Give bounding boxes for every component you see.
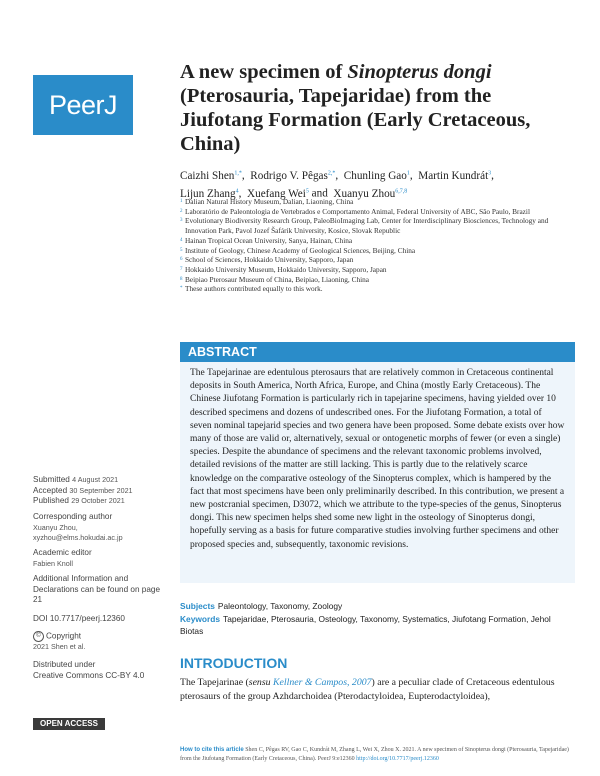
author[interactable]: Xuanyu Zhou$^{6,7,8}$ <box>333 187 408 200</box>
equal-contribution-note: * These authors contributed equally to this work. <box>180 284 323 294</box>
article-title: A new specimen of Sinopterus dongi (Pterosauria, Tapejaridae) from the Jiufotang Formation (Early Cretaceous, China) <box>180 61 531 155</box>
corresponding-email[interactable]: xyzhou@elms.hokudai.ac.jp <box>33 533 123 542</box>
affiliation: 6 School of Sciences, Hokkaido University, Sapporo, Japan <box>180 255 354 265</box>
footer-text: Shen C, Pêgas RV, Gao C, Kundrát M, Zhang L, Wei X, Zhou X. 2021. A new specimen of Sinopterus dongi (Pterosauria, Tapejaridae) from the Jiufotang Formation (Early Cretaceous, China). PeerJ 9:e12360 <box>180 747 569 762</box>
additional-info-link[interactable]: Additional Information and Declarations can be found on page 21 <box>33 574 160 604</box>
author[interactable]: Martin Kundrát$^3$ <box>418 169 492 182</box>
copyright-icon: © <box>33 631 44 642</box>
corresponding-author-block: Corresponding author Xuanyu Zhou, xyzhou@elms.hokudai.ac.jp <box>33 512 168 544</box>
author[interactable]: Xuefang Wei$^5$ <box>247 187 309 200</box>
citation-footer <box>180 746 580 764</box>
subjects-label: Subjects <box>180 601 215 611</box>
keywords-label: Keywords <box>180 614 221 624</box>
affiliation: 1 Dalian Natural History Museum, Dalian, Liaoning, China <box>180 197 354 206</box>
introduction-heading: INTRODUCTION <box>180 655 288 671</box>
dates-block: Submitted 4 August 2021 Accepted 30 September 2021 Published 29 October 2021 <box>33 475 133 505</box>
affiliation: 4 Hainan Tropical Ocean University, Sanya, Hainan, China <box>180 235 353 245</box>
footer-label: How to cite this article <box>180 747 244 753</box>
affiliation: 2 Laboratório de Paleontologia de Vertebrados e Comportamento Animal, Federal University of ABC, São Paulo, Brazil <box>180 206 530 216</box>
author[interactable]: Chunling Gao$^1$ <box>343 169 410 182</box>
abstract-section <box>180 342 575 583</box>
affiliation: 3 Evolutionary Biodiversity Research Group, PaleoBioImaging Lab, Center for Interdisciplinary Biosciences, Technology and Innovation Park, Pavol Jozef Šafárik University, Kosice, Slovak Republic <box>180 216 549 236</box>
subjects-text: Paleontology, Taxonomy, Zoology <box>217 601 343 611</box>
peerj-logo: PeerJ <box>33 75 133 135</box>
affiliation: 5 Institute of Geology, Chinese Academy of Geological Sciences, Beijing, China <box>180 245 416 255</box>
citation-link[interactable]: Kellner & Campos, 2007 <box>273 677 372 688</box>
introduction-text: The Tapejarinae (sensu Kellner & Campos, 2007) are a peculiar clade of Cretaceous edentulous pterosaurs of the group Azhdarchoidea (Pterodactyloidea, Eupterodactyloidea), <box>180 677 555 702</box>
author[interactable]: Rodrigo V. Pêgas$^{2,*}$ <box>250 169 336 182</box>
copyright-block: © Copyright 2021 Shen et al. <box>33 631 86 652</box>
academic-editor-block: Academic editor Fabien Knoll <box>33 548 92 568</box>
open-access-badge: OPEN ACCESS <box>33 718 105 730</box>
abstract-text: The Tapejarinae are edentulous pterosaurs that are relatively common in Cretaceous continental deposits in South America, North Africa, Europe, and China (mostly Early Cretaceous). The Chinese Jiufotang Formation is particularly rich in tapejarine specimens, having yielded over 10 described specimens and dozens of undescribed ones. For the Jiufotang Formation, a total of seven nominal tapejarid species and two genera have been proposed. Some debate exists over how many of those are valid or, alternatively, sexual or ontogenetic morphs of fewer (or even a single) species. Despite the abundance of specimens and the relevant taxonomic problems involved, detailed revisions of the matter are still lacking. This is partly due to the relatively scarce knowledge on the comparative osteology of the Sinopterus complex, which is hampered by the fact that most specimens have been only preliminarily described. In this contribution, we present a new postcranial specimen, D3072, which we attribute to the type-species of the genus, Sinopterus dongi. This new specimen helps shed some new light in the osteology of Sinopterus dongi, hopefully serving as a basis for future comparative studies involving further specimens and other proposed species and, subsequently, taxonomic revisions. <box>190 368 565 550</box>
doi[interactable]: DOI 10.7717/peerj.12360 <box>33 614 125 623</box>
author[interactable]: Caizhi Shen$^{1,*}$ <box>180 169 242 182</box>
author[interactable]: Lijun Zhang$^4$ <box>180 187 239 200</box>
affiliation-list <box>180 197 570 294</box>
license-link[interactable]: Creative Commons CC-BY 4.0 <box>33 670 145 680</box>
affiliation: 8 Beipiao Pterosaur Museum of China, Beipiao, Liaoning, China <box>180 274 370 284</box>
subjects-line <box>180 601 570 613</box>
license-block: Distributed under Creative Commons CC-BY 4.0 <box>33 660 168 681</box>
keywords-line <box>180 614 570 637</box>
additional-info-block <box>33 574 168 606</box>
abstract-heading: ABSTRACT <box>180 342 575 362</box>
footer-doi-link[interactable]: http://doi.org/10.7717/peerj.12360 <box>356 756 439 762</box>
author-list: Caizhi Shen$^{1,*}$, Rodrigo V. Pêgas$^{2,*}$, Chunling Gao$^1$, Martin Kundrát$^3$, Lijun Zhang$^4$, Xuefang Wei$^5$ and Xuanyu Zhou$^{6,7,8}$ <box>180 169 494 200</box>
keywords-text: Tapejaridae, Pterosauria, Osteology, Taxonomy, Systematics, Jiufotang Formation, Jehol Biotas <box>180 614 551 636</box>
affiliation: 7 Hokkaido University Museum, Hokkaido University, Sapporo, Japan <box>180 264 387 274</box>
